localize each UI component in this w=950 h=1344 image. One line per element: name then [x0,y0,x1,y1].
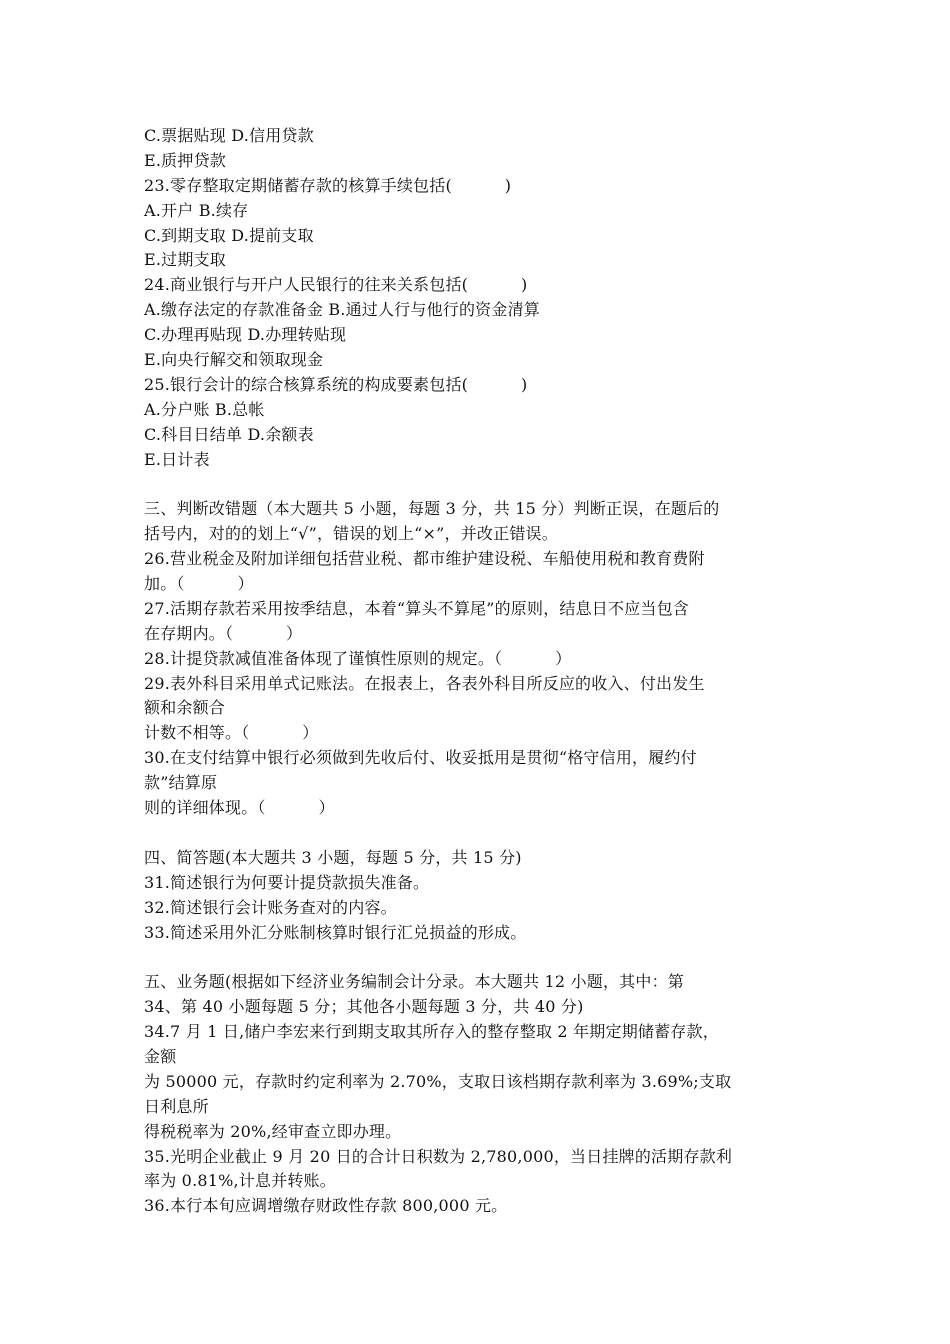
text-line: 31.简述银行为何要计提贷款损失准备。 [144,872,430,892]
question-block [144,970,810,1020]
text-line: 27.活期存款若采用按季结息，本着“算头不算尾”的原则，结息日不应当包含 [144,598,690,618]
text-line: 加。（ ） [144,574,254,594]
section-spacer [144,472,810,497]
text-line: A.缴存法定的存款准备金 B.通过人行与他行的资金清算 [144,300,540,320]
question-block [144,846,810,946]
text-line: 四、简答题(本大题共 3 小题，每题 5 分，共 15 分) [144,847,522,867]
question-block [144,547,810,597]
text-line: 五、业务题(根据如下经济业务编制会计分录。本大题共 12 小题，其中：第 [144,972,684,992]
document-body [144,124,810,1219]
text-line: 34、第 40 小题每题 5 分；其他各小题每题 3 分，共 40 分) [144,997,584,1017]
text-line: 30.在支付结算中银行必须做到先收后付、收妥抵用是贯彻“格守信用，履约付 [144,748,697,768]
text-line: 日利息所 [144,1096,209,1116]
text-line: 25.银行会计的综合核算系统的构成要素包括( ) [144,374,528,394]
text-line: 款”结算原 [144,773,218,793]
text-line: 23.零存整取定期储蓄存款的核算手续包括( ) [144,175,512,195]
text-line: 34.7 月 1 日,储户李宏来行到期支取其所存入的整存整取 2 年期定期储蓄存款， [144,1022,719,1042]
text-line: 29.表外科目采用单式记账法。在报表上，各表外科目所反应的收入、付出发生 [144,673,705,693]
text-line: 金额 [144,1046,177,1066]
text-line: 35.光明企业截止 9 月 20 日的合计日积数为 2,780,000，当日挂牌的活期存款利 [144,1146,733,1166]
text-line: A.分户账 B.总帐 [144,399,265,419]
question-block [144,1194,810,1219]
question-block [144,497,810,547]
text-line: 三、判断改错题（本大题共 5 小题，每题 3 分，共 15 分）判断正误，在题后的 [144,499,720,519]
question-block [144,647,810,672]
text-line: 26.营业税金及附加详细包括营业税、都市维护建设税、车船使用税和教育费附 [144,549,705,569]
text-line: 得税税率为 20%,经审查立即办理。 [144,1121,402,1141]
text-line: C.到期支取 D.提前支取 [144,225,314,245]
text-line: E.向央行解交和领取现金 [144,350,324,370]
question-block [144,273,810,373]
text-line: 32.简述银行会计账务查对的内容。 [144,897,397,917]
text-line: 括号内，对的的划上“√”，错误的划上“×”，并改正错误。 [144,524,558,544]
section-spacer [144,821,810,846]
text-line: C.票据贴现 D.信用贷款 [144,126,314,145]
text-line: 额和余额合 [144,698,226,718]
text-line: 在存期内。（ ） [144,623,303,643]
text-line: 率为 0.81%,计息并转账。 [144,1171,337,1191]
text-line: C.科目日结单 D.余额表 [144,424,314,444]
text-line: 则的详细体现。（ ） [144,798,335,818]
question-block [144,1145,810,1195]
text-line: E.过期支取 [144,250,226,270]
text-line: 28.计提贷款减值准备体现了谨慎性原则的规定。（ ） [144,648,572,668]
question-block [144,373,810,473]
text-line: C.办理再贴现 D.办理转贴现 [144,325,347,345]
text-line: 为 50000 元，存款时约定利率为 2.70%，支取日该档期存款利率为 3.69%;支取 [144,1071,732,1091]
question-block [144,174,810,274]
text-line: E.质押贷款 [144,150,226,170]
question-block [144,672,810,747]
question-block [144,597,810,647]
question-block [144,124,810,174]
text-line: 24.商业银行与开户人民银行的往来关系包括( ) [144,275,528,295]
text-line: 36.本行本旬应调增缴存财政性存款 800,000 元。 [144,1196,508,1216]
text-line: 计数不相等。（ ） [144,723,319,743]
section-spacer [144,945,810,970]
text-line: 33.简述采用外汇分账制核算时银行汇兑损益的形成。 [144,922,527,942]
question-block [144,746,810,821]
question-block [144,1020,810,1144]
text-line: E.日计表 [144,449,210,469]
text-line: A.开户 B.续存 [144,200,249,220]
